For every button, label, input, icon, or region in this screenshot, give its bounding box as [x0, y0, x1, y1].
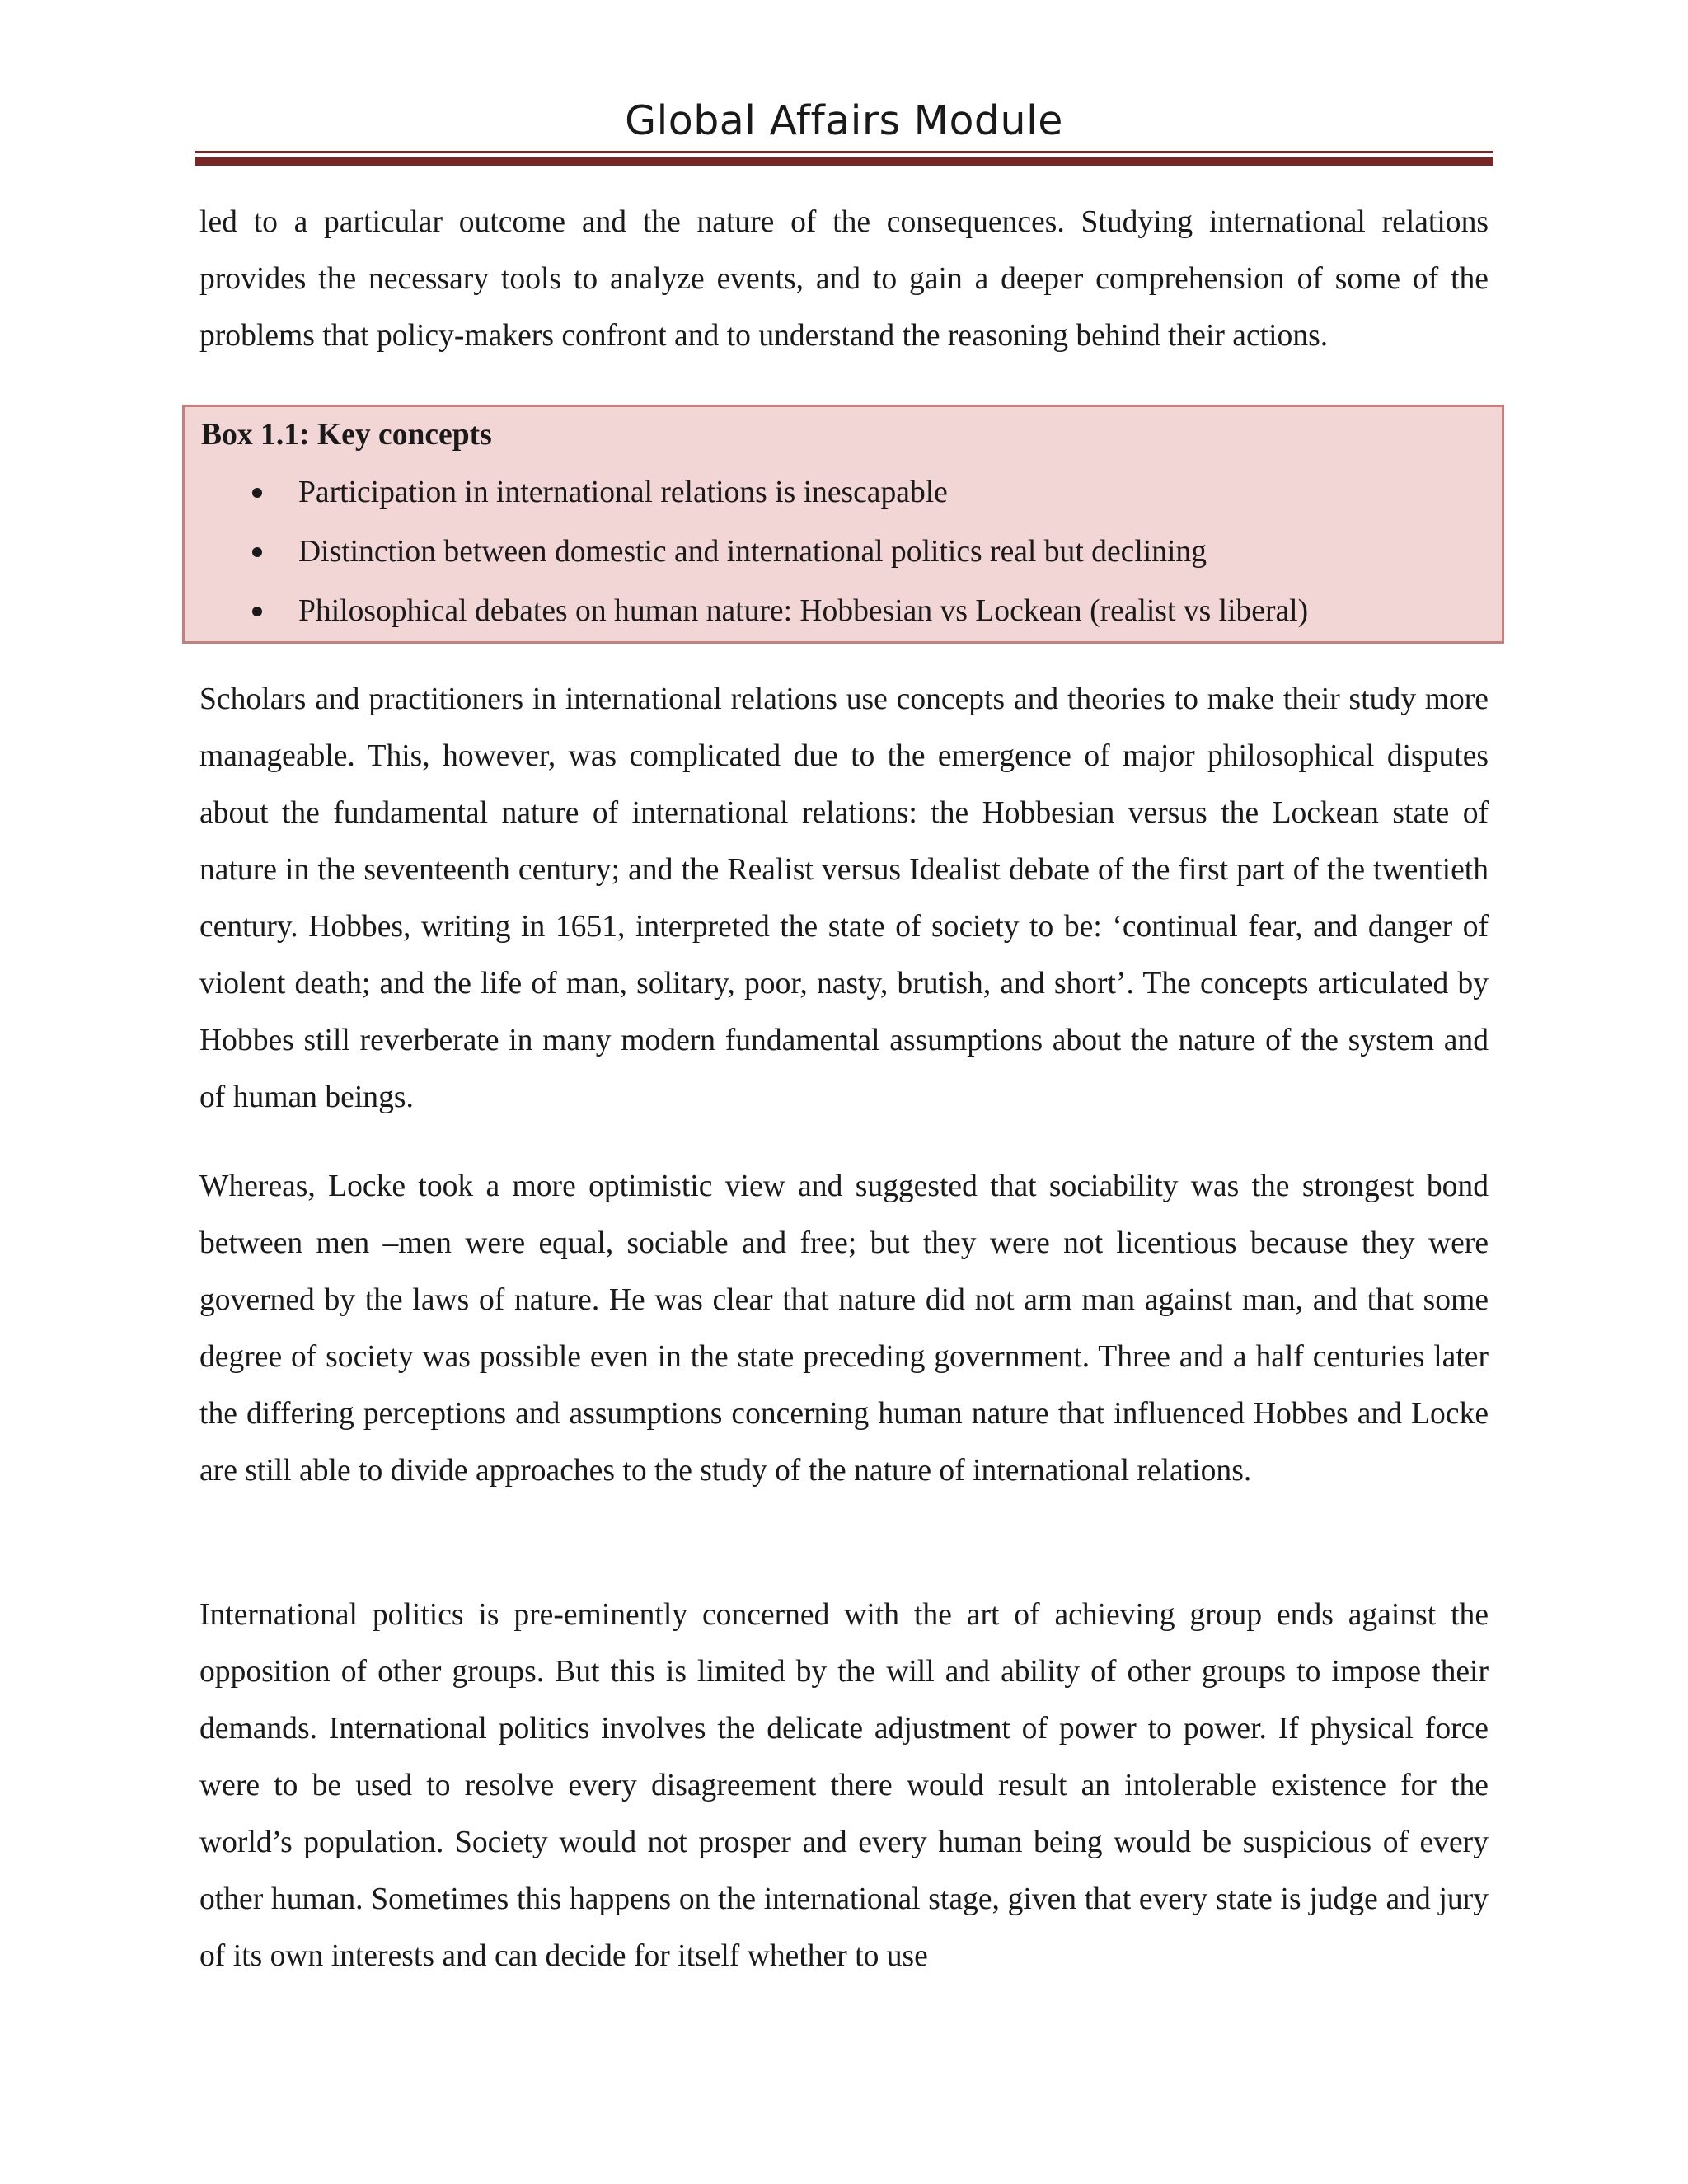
bullet-icon — [252, 488, 262, 498]
bullet-icon — [252, 547, 262, 557]
bullet-icon — [252, 607, 262, 616]
list-item-text: Philosophical debates on human nature: Hobbesian vs Lockean (realist vs liberal) — [298, 594, 1309, 628]
key-concepts-box — [182, 405, 1504, 644]
paragraph-1: led to a particular outcome and the nature of the consequences. Studying international relations provides the necessary tools to analyze events, and to gain a deeper comprehension of some of the problems that policy-makers confront and to understand the reasoning behind their actions. — [199, 205, 1489, 353]
header-rule-thin — [195, 151, 1493, 153]
header-rule-thick — [195, 157, 1493, 166]
list-item-text: Distinction between domestic and international politics real but declining — [298, 535, 1207, 569]
paragraph-3: Whereas, Locke took a more optimistic view and suggested that sociability was the strongest bond between men –men were equal, sociable and free; but they were not licentious because they were governed by the laws of nature. He was clear that nature did not arm man against man, and that some degree of society was possible even in the state preceding government. Three and a half centuries later the differing perceptions and assumptions concerning human nature that influenced Hobbes and Locke are still able to divide approaches to the study of the nature of international relations. — [199, 1169, 1489, 1488]
list-item-text: Participation in international relations is inescapable — [298, 476, 948, 509]
page-header-title: Global Affairs Module — [625, 97, 1063, 144]
box-title: Box 1.1: Key concepts — [201, 418, 492, 452]
paragraph-4: International politics is pre-eminently concerned with the art of achieving group ends against the opposition of other groups. But this is limited by the will and ability of other groups to impose their demands. International politics involves the delicate adjustment of power to power. If physical force were to be used to resolve every disagreement there would result an intolerable existence for the world’s population. Society would not prosper and every human being would be suspicious of every other human. Sometimes this happens on the international stage, given that every state is judge and jury of its own interests and can decide for itself whether to use — [199, 1598, 1489, 1973]
paragraph-2: Scholars and practitioners in international relations use concepts and theories to make their study more manageable. This, however, was complicated due to the emergence of major philosophical disputes about the fundamental nature of international relations: the Hobbesian versus the Lockean state of nature in the seventeenth century; and the Realist versus Idealist debate of the first part of the twentieth century. Hobbes, writing in 1651, interpreted the state of society to be: ‘continual fear, and danger of violent death; and the life of man, solitary, poor, nasty, brutish, and short’. The concepts articulated by Hobbes still reverberate in many modern fundamental assumptions about the nature of the system and of human beings. — [199, 682, 1489, 1114]
